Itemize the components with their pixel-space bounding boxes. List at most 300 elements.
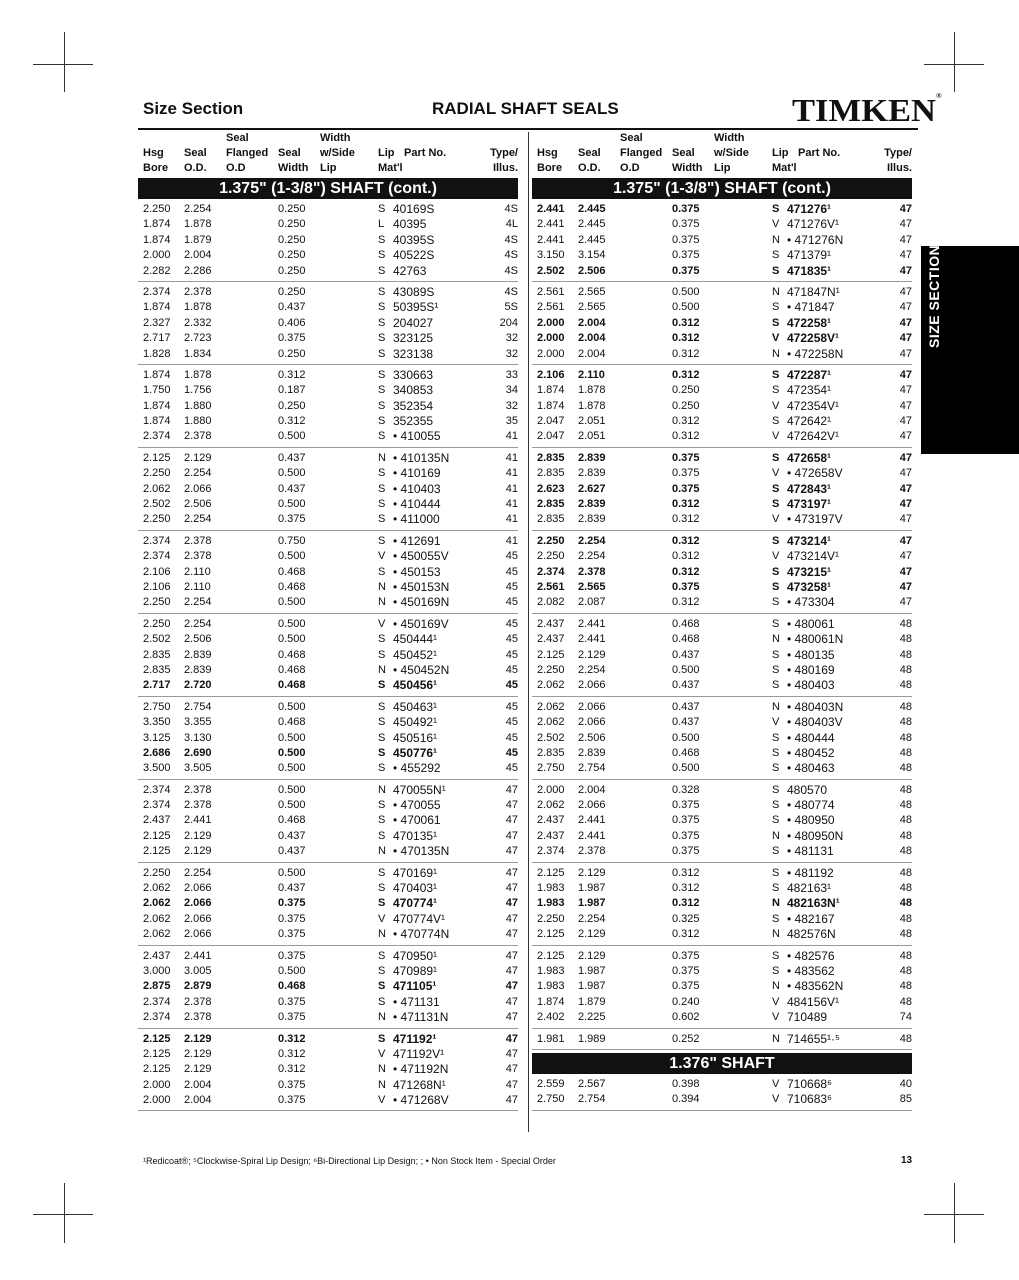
hsg-bore-cell: 2.250 [537,663,565,676]
part-number-cell: 472642V¹ [787,429,840,444]
table-row [532,881,912,896]
type-illus-cell: 47 [899,203,912,215]
hsg-bore-cell: 2.623 [537,482,565,495]
column-header-label: w/Side [320,147,355,159]
lip-material-cell: V [378,1094,386,1107]
hsg-bore-cell: 2.000 [143,249,171,262]
part-number-cell: 352355 [393,414,434,429]
crop-mark [954,1183,955,1243]
part-number-cell: • 480950N [787,828,844,843]
lip-material-cell: V [378,912,386,925]
table-row [138,896,518,911]
type-illus-cell: 47 [899,451,912,464]
seal-width-cell: 0.312 [278,415,306,428]
type-illus-cell: 41 [505,498,518,511]
seal-width-cell: 0.406 [278,316,306,329]
column-header-label: Seal [278,147,301,159]
hsg-bore-cell: 2.374 [143,534,171,547]
type-illus-cell: 74 [899,1011,912,1024]
row-group [138,1032,518,1112]
seal-od-cell: 2.378 [578,565,606,578]
column-header-label: Hsg [143,147,164,159]
hsg-bore-cell: 3.500 [143,762,171,775]
lip-material-cell: N [772,928,780,941]
type-illus-cell: 47 [899,368,912,381]
table-row [532,233,912,248]
hsg-bore-cell: 2.327 [143,316,171,329]
seal-width-cell: 0.375 [672,218,700,231]
table-row [138,813,518,828]
seal-width-cell: 0.398 [672,1077,700,1090]
table-row [138,414,518,429]
column-header-label: Seal [578,147,601,159]
seal-width-cell: 0.375 [672,451,700,464]
table-row [138,912,518,927]
seal-width-cell: 0.312 [278,1047,306,1060]
table-row [532,731,912,746]
seal-width-cell: 0.375 [672,980,700,993]
seal-od-cell: 2.378 [184,799,212,812]
seal-od-cell: 2.004 [184,1078,212,1091]
lip-material-cell: S [378,633,386,646]
type-illus-cell: 48 [899,995,912,1008]
part-number-cell: 470055N¹ [393,782,446,797]
seal-width-cell: 0.312 [672,316,700,329]
seal-od-cell: 2.254 [578,534,606,547]
lip-material-cell: S [378,882,386,895]
seal-od-cell: 3.005 [184,964,212,977]
seal-width-cell: 0.312 [278,1063,306,1076]
lip-material-cell: S [772,415,780,428]
type-illus-cell: 47 [505,1011,518,1024]
lip-material-cell: S [378,513,386,526]
seal-width-cell: 0.375 [672,482,700,495]
type-illus-cell: 48 [899,633,912,646]
lip-material-cell: N [772,700,780,713]
part-number-cell: 450516¹ [393,730,438,745]
table-row [532,217,912,232]
seal-width-cell: 0.500 [672,285,700,298]
seal-width-cell: 0.437 [278,845,306,858]
seal-od-cell: 2.129 [184,1032,212,1045]
lip-material-cell: S [378,1032,386,1045]
seal-od-cell: 2.066 [578,716,606,729]
lip-material-cell: S [772,596,780,609]
hsg-bore-cell: 2.062 [537,716,565,729]
table-row [532,1032,912,1047]
type-illus-cell: 48 [899,949,912,962]
lip-material-cell: N [772,829,780,842]
seal-od-cell: 3.130 [184,731,212,744]
part-number-cell: • 471268V [393,1093,449,1108]
part-number-cell: • 480061N [787,632,844,647]
seal-od-cell: 1.878 [578,399,606,412]
seal-width-cell: 0.312 [278,368,306,381]
page-title: RADIAL SHAFT SEALS [432,99,619,118]
part-number-cell: 472258¹ [787,315,832,330]
table-row [138,866,518,881]
type-illus-cell: 45 [505,746,518,759]
part-number-cell: • 470061 [393,813,441,828]
type-illus-cell: 45 [505,762,518,775]
type-illus-cell: 35 [505,415,518,428]
table-row [532,368,912,383]
type-illus-cell: 41 [505,513,518,526]
seal-width-cell: 0.500 [278,617,306,630]
crop-mark [924,64,984,65]
row-group [532,949,912,1029]
row-group [138,783,518,863]
hsg-bore-cell: 2.835 [143,648,171,661]
seal-width-cell: 0.312 [672,498,700,511]
table-row [138,482,518,497]
column-header-label: Illus. [492,162,518,174]
seal-width-cell: 0.187 [278,384,306,397]
type-illus-cell: 34 [505,384,518,397]
part-number-cell: • 410055 [393,429,441,444]
seal-od-cell: 1.878 [184,368,212,381]
crop-mark [954,32,955,92]
part-number-cell: • 411000 [393,512,440,527]
type-illus-cell: 4S [504,285,518,298]
seal-width-cell: 0.500 [278,633,306,646]
seal-width-cell: 0.437 [278,829,306,842]
table-row [138,347,518,362]
seal-width-cell: 0.468 [672,746,700,759]
column-header-label: Illus. [886,162,912,174]
part-number-cell: 470989¹ [393,963,438,978]
footnote: ¹Redicoat®; ⁵Clockwise-Spiral Lip Design; ⁶Bi-Directional Lip Design; ; • Non Stock Item - Special Order [143,1156,556,1166]
seal-od-cell: 2.378 [184,430,212,443]
hsg-bore-cell: 2.250 [143,617,171,630]
part-number-cell: • 483562 [787,963,835,978]
table-row [532,285,912,300]
hsg-bore-cell: 1.874 [143,218,171,231]
hsg-bore-cell: 2.125 [537,949,565,962]
hsg-bore-cell: 1.750 [143,384,171,397]
lip-material-cell: S [378,700,386,713]
table-row [532,300,912,315]
seal-width-cell: 0.240 [672,995,700,1008]
row-group [532,617,912,697]
hsg-bore-cell: 2.125 [143,829,171,842]
seal-od-cell: 2.254 [184,866,212,879]
seal-od-cell: 2.839 [578,498,606,511]
type-illus-cell: 47 [899,467,912,480]
row-group [532,1077,912,1111]
table-row [532,383,912,398]
type-illus-cell: 47 [505,814,518,827]
lip-material-cell: S [378,482,386,495]
table-row [138,731,518,746]
table-row [532,715,912,730]
row-group [532,202,912,282]
lip-material-cell: S [772,746,780,759]
hsg-bore-cell: 2.717 [143,679,171,692]
part-number-cell: 470950¹ [393,948,438,963]
lip-material-cell: S [378,316,386,329]
seal-od-cell: 2.051 [578,415,606,428]
seal-width-cell: 0.375 [672,829,700,842]
seal-od-cell: 2.441 [578,633,606,646]
seal-width-cell: 0.250 [278,285,306,298]
part-number-cell: 710683⁶ [787,1092,832,1107]
table-row [532,663,912,678]
type-illus-cell: 48 [899,700,912,713]
part-number-cell: • 481131 [787,844,834,859]
seal-width-cell: 0.375 [672,203,700,215]
type-illus-cell: 48 [899,814,912,827]
part-number-cell: 323138 [393,346,434,361]
part-number-cell: • 480169 [787,662,835,677]
seal-od-cell: 2.004 [578,783,606,796]
column-divider [528,132,529,1132]
part-number-cell: 473214V¹ [787,549,840,564]
table-row [532,700,912,715]
hsg-bore-cell: 2.441 [537,203,565,215]
seal-width-cell: 0.375 [278,897,306,910]
type-illus-cell: 45 [505,700,518,713]
hsg-bore-cell: 3.150 [537,249,565,262]
lip-material-cell: S [772,762,780,775]
part-number-cell: 472258V¹ [787,331,840,346]
type-illus-cell: 47 [899,596,912,609]
lip-material-cell: N [378,663,386,676]
seal-width-cell: 0.375 [278,949,306,962]
table-row [532,264,912,279]
lip-material-cell: S [378,746,386,759]
table-row [532,248,912,263]
seal-width-cell: 0.375 [672,264,700,277]
lip-material-cell: S [772,814,780,827]
type-illus-cell: 48 [899,799,912,812]
hsg-bore-cell: 2.717 [143,332,171,345]
lip-material-cell: S [772,964,780,977]
table-row [138,580,518,595]
table-row [138,383,518,398]
seal-width-cell: 0.468 [278,648,306,661]
seal-width-cell: 0.500 [278,866,306,879]
table-row [138,995,518,1010]
lip-material-cell: N [378,783,386,796]
table-row [138,316,518,331]
hsg-bore-cell: 1.828 [143,347,171,360]
row-group [532,700,912,780]
crop-mark [64,1183,65,1243]
column-header-label: Flanged [226,147,269,159]
seal-od-cell: 3.505 [184,762,212,775]
type-illus-cell: 40 [899,1077,912,1090]
part-number-cell: 323125 [393,331,434,346]
type-illus-cell: 48 [899,866,912,879]
part-number-cell: 40169S [393,202,435,216]
lip-material-cell: V [378,1047,386,1060]
lip-material-cell: S [378,368,386,381]
type-illus-cell: 47 [899,550,912,563]
hsg-bore-cell: 2.125 [143,1032,171,1045]
part-number-cell: 472658¹ [787,450,832,465]
column-header-label: O.D. [578,162,601,174]
hsg-bore-cell: 2.125 [537,866,565,879]
hsg-bore-cell: 1.983 [537,882,565,895]
hsg-bore-cell: 1.874 [143,301,171,314]
seal-od-cell: 2.254 [184,203,212,215]
table-row [138,264,518,279]
seal-width-cell: 0.375 [278,995,306,1008]
part-number-cell: 450452¹ [393,647,438,662]
lip-material-cell: V [772,1093,780,1106]
lip-material-cell: S [772,534,780,547]
part-number-cell: 204027 [393,315,434,330]
column-header-label: Part No. [798,147,841,159]
lip-material-cell: S [378,233,386,246]
part-number-cell: • 480403 [787,678,835,693]
hsg-bore-cell: 2.437 [143,949,171,962]
seal-width-cell: 0.394 [672,1093,700,1106]
row-group [138,617,518,697]
hsg-bore-cell: 2.106 [143,565,171,578]
part-number-cell: 40395S [393,232,435,247]
lip-material-cell: S [772,565,780,578]
part-number-cell: 340853 [393,383,434,398]
part-number-cell: 471276V¹ [787,217,840,232]
part-number-cell: • 470055 [393,798,441,813]
hsg-bore-cell: 2.250 [143,866,171,879]
type-illus-cell: 48 [899,980,912,993]
hsg-bore-cell: 2.559 [537,1077,565,1090]
table-row [532,617,912,632]
hsg-bore-cell: 2.000 [537,783,565,796]
hsg-bore-cell: 2.437 [537,617,565,630]
table-row [138,663,518,678]
lip-material-cell: N [378,1011,386,1024]
lip-material-cell: N [772,633,780,646]
part-number-cell: • 482576 [787,948,835,963]
seal-od-cell: 2.839 [578,513,606,526]
table-row [138,617,518,632]
seal-od-cell: 2.066 [184,882,212,895]
seal-width-cell: 0.602 [672,1011,700,1024]
type-illus-cell: 47 [899,580,912,593]
seal-od-cell: 2.004 [578,332,606,345]
hsg-bore-cell: 1.874 [143,368,171,381]
seal-width-cell: 0.250 [278,347,306,360]
lip-material-cell: S [378,814,386,827]
type-illus-cell: 45 [505,550,518,563]
part-number-cell: • 480135 [787,647,835,662]
part-number-cell: • 480403V [787,715,843,730]
type-illus-cell: 48 [899,1032,912,1045]
row-group [138,368,518,448]
row-group [138,202,518,282]
type-illus-cell: 47 [505,912,518,925]
column-header-label: Flanged [620,147,663,159]
hsg-bore-cell: 1.874 [537,995,565,1008]
part-number-cell: • 450153 [393,564,441,579]
table-row [138,1062,518,1077]
lip-material-cell: S [378,897,386,910]
lip-material-cell: S [772,368,780,381]
hsg-bore-cell: 1.874 [143,233,171,246]
type-illus-cell: 47 [899,415,912,428]
part-number-cell: 473214¹ [787,533,832,548]
lip-material-cell: S [378,995,386,1008]
seal-od-cell: 2.004 [184,249,212,262]
seal-od-cell: 2.129 [184,1047,212,1060]
type-illus-cell: 47 [505,964,518,977]
lip-material-cell: L [378,218,385,231]
column-header-label: Mat'l [772,162,797,174]
seal-od-cell: 1.880 [184,399,212,412]
type-illus-cell: 4L [505,218,518,231]
seal-width-cell: 0.375 [672,249,700,262]
type-illus-cell: 47 [899,534,912,547]
seal-width-cell: 0.250 [278,203,306,215]
lip-material-cell: V [378,550,386,563]
seal-width-cell: 0.500 [278,731,306,744]
table-row [532,595,912,610]
lip-material-cell: S [772,845,780,858]
lip-material-cell: V [772,1011,780,1024]
type-illus-cell: 48 [899,829,912,842]
part-number-cell: 470135¹ [393,828,438,843]
lip-material-cell: S [378,949,386,962]
row-group [138,949,518,1029]
seal-width-cell: 0.500 [278,783,306,796]
part-number-cell: 450456¹ [393,678,438,693]
shaft-size-banner: 1.376" SHAFT [532,1053,912,1074]
lip-material-cell: S [378,264,386,277]
hsg-bore-cell: 2.502 [143,633,171,646]
seal-width-cell: 0.312 [672,513,700,526]
seal-od-cell: 2.441 [184,814,212,827]
hsg-bore-cell: 2.250 [143,467,171,480]
seal-width-cell: 0.312 [672,368,700,381]
seal-width-cell: 0.375 [672,467,700,480]
seal-width-cell: 0.375 [278,513,306,526]
part-number-cell: • 472658V [787,466,843,481]
seal-width-cell: 0.437 [278,301,306,314]
table-row [138,497,518,512]
right-column [532,131,912,1114]
part-number-cell: 480570 [787,782,828,797]
table-row [138,429,518,444]
seal-od-cell: 2.627 [578,482,606,495]
type-illus-cell: 41 [505,534,518,547]
row-group [532,1032,912,1050]
table-row [138,368,518,383]
column-header-label: Seal [226,132,249,144]
seal-width-cell: 0.437 [672,679,700,692]
seal-width-cell: 0.468 [278,980,306,993]
table-row [138,798,518,813]
part-number-cell: 450492¹ [393,715,438,730]
lip-material-cell: S [378,415,386,428]
table-row [532,912,912,927]
seal-od-cell: 1.987 [578,897,606,910]
seal-od-cell: 2.129 [184,1063,212,1076]
part-number-cell: 470403¹ [393,881,438,896]
hsg-bore-cell: 2.047 [537,415,565,428]
lip-material-cell: S [772,912,780,925]
seal-width-cell: 0.250 [672,399,700,412]
lip-material-cell: S [378,467,386,480]
type-illus-cell: 47 [899,347,912,360]
hsg-bore-cell: 2.374 [143,550,171,563]
lip-material-cell: N [772,980,780,993]
part-number-cell: 352354 [393,398,434,413]
crop-mark [924,1214,984,1215]
